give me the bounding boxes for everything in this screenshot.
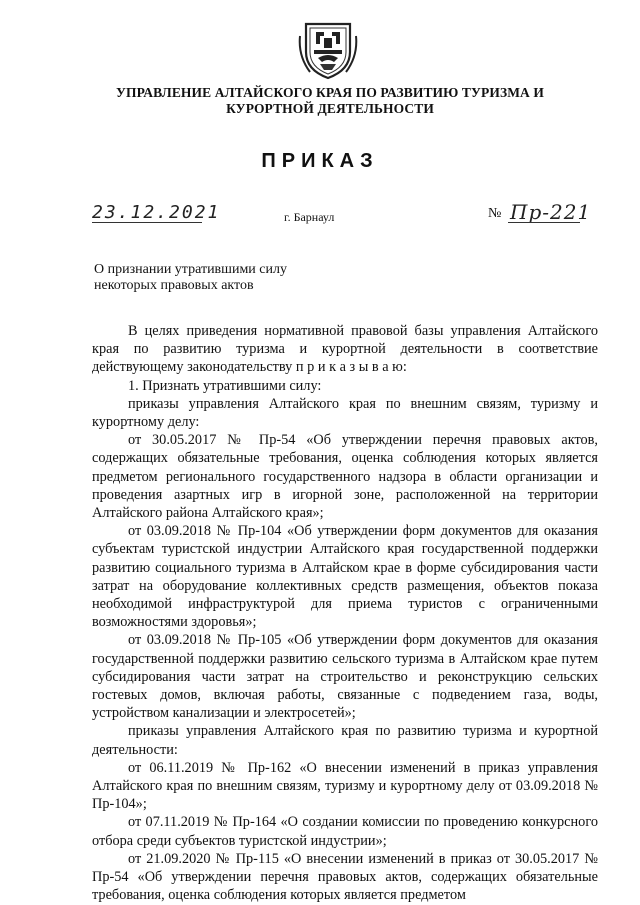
document-title: ПРИКАЗ [261,150,379,172]
document-body [92,322,598,905]
body-paragraph: от 03.09.2018 № Пр-104 «Об утверждении форм документов для оказания субъектам туристской индустрии Алтайского края государственной поддержки развитию социального туризма в Алтайском крае в форме субсидирования части затрат на оборудование коллективных средств размещения, объектов показа необходимой инфраструктурой для приема туристов с ограниченными возможностями здоровья»; [92,523,598,631]
document-number: Пр-221 [510,200,592,224]
document-date: 23.12.2021 [92,202,221,223]
body-paragraph: от 07.11.2019 № Пр-164 «О создании комиссии по проведению конкурсного отбора среди субъектов туристской индустрии»; [92,814,598,849]
body-paragraph: приказы управления Алтайского края по развитию туризма и курортной деятельности: [92,723,598,758]
body-paragraph: от 21.09.2020 № Пр-115 «О внесении изменений в приказ от 30.05.2017 № Пр-54 «Об утверждении перечня правовых актов, содержащих обязательные требования, оценка соблюдения которых является предметом [92,850,598,904]
document-subject [94,262,334,294]
subject-line-1: О признании утратившими силу [94,262,287,277]
number-sign: № [488,206,502,221]
date-underline [92,222,202,223]
document-city: г. Барнаул [284,210,335,224]
org-line-2: КУРОРТНОЙ ДЕЯТЕЛЬНОСТИ [226,101,434,116]
subject-line-2: некоторых правовых актов [94,278,254,293]
body-paragraph: 1. Признать утратившими силу: [128,377,322,394]
body-paragraph: В целях приведения нормативной правовой базы управления Алтайского края по развитию туризма и курортной деятельности в соответствие действующему законодательству п р и к а з ы в а ю: [92,323,598,376]
organization-name [80,85,580,117]
body-paragraph: от 06.11.2019 № Пр-162 «О внесении изменений в приказ управления Алтайского края по внешним связям, туризму и курортному делу от 03.09.2018 № Пр-104»; [92,759,598,813]
body-paragraph: от 30.05.2017 № Пр-54 «Об утверждении перечня правовых актов, содержащих обязательные требования, оценка соблюдения которых является предметом регионального государственного надзора в области организации и проведения азартных игр в игорной зоне, расположенной на территории Алтайского района Алтайского края»; [92,432,598,522]
body-paragraph: от 03.09.2018 № Пр-105 «Об утверждении форм документов для оказания государственной поддержки развитию сельского туризма в Алтайском крае путем субсидирования части затрат на строительство и реконструкцию сельских гостевых домов, включая работы, связанные с подведением газа, воды, устройством канализации и электросетей»; [92,632,598,722]
coat-of-arms-icon [298,18,358,80]
meta-row [0,200,640,230]
body-paragraph: приказы управления Алтайского края по внешним связям, туризму и курортному делу: [92,395,598,431]
number-underline [508,222,580,223]
org-line-1: УПРАВЛЕНИЕ АЛТАЙСКОГО КРАЯ ПО РАЗВИТИЮ ТУРИЗМА И [116,85,544,100]
